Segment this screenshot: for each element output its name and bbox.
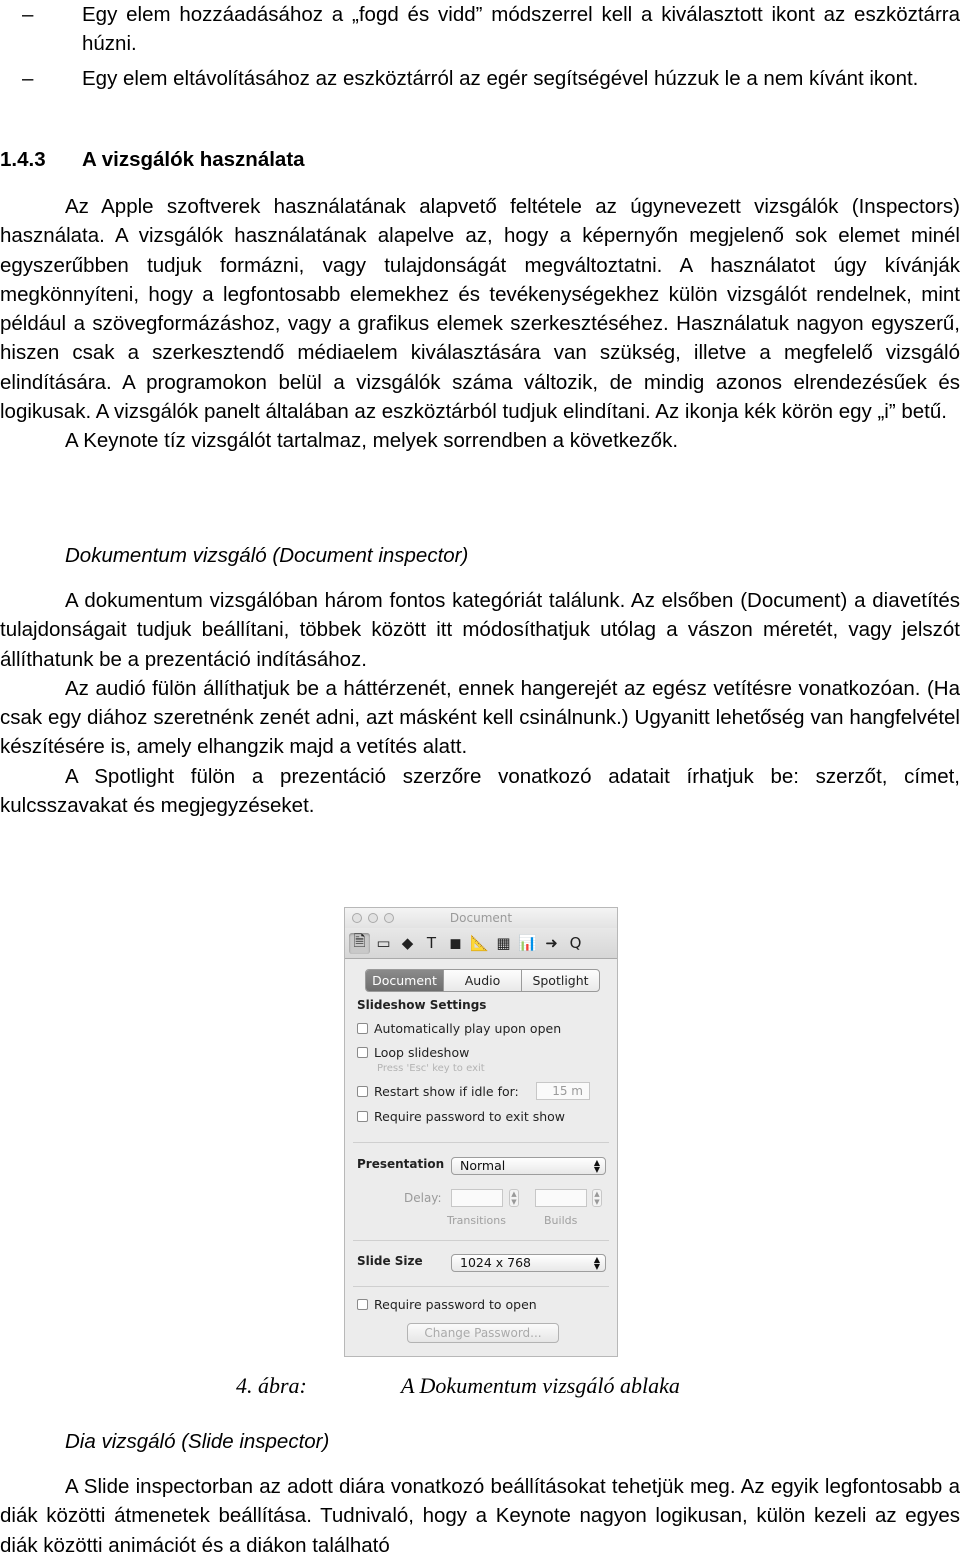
auto-play-option[interactable] — [357, 1021, 561, 1036]
text-inspector-icon[interactable]: T — [426, 934, 437, 952]
bullet-item — [0, 64, 960, 93]
presentation-value: Normal — [460, 1158, 506, 1173]
builds-delay-field[interactable] — [535, 1189, 587, 1207]
transitions-stepper[interactable]: ▲ ▼ — [509, 1189, 519, 1207]
title-bar — [345, 908, 617, 928]
intro-text — [0, 192, 960, 456]
builds-label: Builds — [544, 1214, 578, 1227]
separator — [353, 1142, 609, 1143]
doc-inspector-heading: Dokumentum vizsgáló (Document inspector) — [65, 544, 469, 567]
figure-caption: A Dokumentum vizsgáló ablaka — [401, 1373, 680, 1398]
bullet-text: Egy elem eltávolításához az eszköztárról az egér segítségével húzzuk le a nem kívánt ikont. — [82, 67, 919, 90]
bullet-dash: – — [22, 67, 34, 90]
presentation-popup[interactable] — [451, 1157, 606, 1175]
document-inspector-window — [344, 907, 618, 1357]
inspector-tabs — [365, 969, 600, 992]
updown-arrows-icon: ▲ ▼ — [593, 1255, 600, 1271]
transitions-delay-field[interactable] — [451, 1189, 503, 1207]
require-open-option[interactable] — [357, 1297, 537, 1312]
slide-size-value: 1024 x 768 — [460, 1255, 532, 1270]
loop-hint: Press 'Esc' key to exit — [377, 1063, 485, 1074]
section-title: A vizsgálók használata — [82, 148, 305, 171]
metrics-inspector-icon[interactable]: 📐 — [470, 934, 489, 952]
slideshow-settings-label: Slideshow Settings — [357, 998, 487, 1012]
slide-size-popup[interactable] — [451, 1254, 606, 1272]
presentation-label: Presentation — [357, 1157, 445, 1171]
graphic-inspector-icon[interactable]: ◼ — [449, 934, 462, 952]
quicktime-inspector-icon[interactable]: Q — [569, 934, 582, 952]
paragraph: A Spotlight fülön a prezentáció szerzőre vonatkozó adatait írhatjuk be: szerzőt, címet, kulcsszavakat és megjegyzéseket. — [0, 764, 960, 818]
auto-play-checkbox[interactable] — [357, 1023, 368, 1034]
slide-size-label: Slide Size — [357, 1254, 423, 1268]
build-inspector-icon[interactable]: ◆ — [401, 934, 414, 952]
require-open-label: Require password to open — [374, 1297, 537, 1312]
change-password-button[interactable]: Change Password... — [407, 1323, 559, 1343]
window-title: Document — [449, 911, 513, 925]
restart-checkbox[interactable] — [357, 1086, 368, 1097]
auto-play-label: Automatically play upon open — [374, 1021, 562, 1036]
inspector-toolbar — [345, 928, 617, 959]
tab-spotlight[interactable]: Spotlight — [521, 970, 599, 991]
document-inspector-icon[interactable]: 🗎 — [349, 933, 370, 954]
chart-inspector-icon[interactable]: 📊 — [518, 934, 537, 952]
slide-inspector-icon[interactable]: ▭ — [376, 934, 391, 952]
require-open-checkbox[interactable] — [357, 1299, 368, 1310]
section-number: 1.4.3 — [0, 148, 46, 171]
loop-option[interactable] — [357, 1045, 469, 1060]
require-exit-option[interactable] — [357, 1109, 565, 1124]
idle-minutes-field[interactable]: 15 m — [536, 1082, 590, 1100]
separator — [353, 1240, 609, 1241]
paragraph: Az Apple szoftverek használatának alapvető feltétele az úgynevezett vizsgálók (Inspectors) használata. A vizsgálók használatának alapelve az, hogy a képernyőn megjelenő sok elemet minél egyszerűbben tudjuk formázni, vagy tulajdonságát megváltoztatni. A használatot úgy kívánják megkönnyíteni, hogy a legfontosabb elemekhez és tevékenységekhez külön vizsgálót rendelnek, mint például a szövegformázáshoz, vagy a grafikus elemek szerkesztéséhez. Használatuk nagyon egyszerű, hiszen csak a szerkesztendő médiaelem kiválasztására van szükség, illetve a megfelelő vizsgáló elindítására. A programokon belül a vizsgálók száma változik, de mindig azonos elrendezésűek és logikusak. A vizsgálók panelt általában az eszköztárból tudjuk elindítani. Az ikonja kék körön egy „i” betű. — [0, 195, 960, 424]
section-heading — [0, 148, 305, 172]
transitions-label: Transitions — [447, 1214, 506, 1227]
hyperlink-inspector-icon[interactable]: ➜ — [545, 934, 558, 952]
require-exit-checkbox[interactable] — [357, 1111, 368, 1122]
paragraph: A Slide inspectorban az adott diára vonatkozó beállításokat tehetjük meg. Az egyik legfontosabb a diák közötti átmenetek beállítása. Tudnivaló, hogy a Keynote nagyon logikusan, külön kezeli az egyes diák közötti animációt és a diákon található — [0, 1475, 960, 1557]
table-inspector-icon[interactable]: ▦ — [496, 934, 511, 952]
paragraph: Az audió fülön állíthatjuk be a háttérzenét, ennek hangerejét az egész vetítésre vonatkozóan. (Ha csak egy diához szeretnénk zenét adni, azt másként kell csinálnunk.) Ugyanitt lehetőség van hangfelvétel készítésére is, amely elhangzik majd a vetítés alatt. — [0, 676, 960, 759]
bullet-item — [0, 0, 960, 58]
doc-text — [0, 586, 960, 820]
slide-inspector-heading: Dia vizsgáló (Slide inspector) — [65, 1430, 330, 1453]
paragraph: A Keynote tíz vizsgálót tartalmaz, melyek sorrendben a következők. — [65, 429, 679, 453]
loop-checkbox[interactable] — [357, 1047, 368, 1058]
delay-label: Delay: — [404, 1191, 442, 1205]
tab-audio[interactable]: Audio — [443, 970, 521, 991]
loop-label: Loop slideshow — [374, 1045, 470, 1060]
restart-label: Restart show if idle for: — [374, 1084, 519, 1099]
separator — [353, 1286, 609, 1287]
builds-stepper[interactable]: ▲ ▼ — [592, 1189, 602, 1207]
tab-document[interactable]: Document — [366, 970, 443, 991]
updown-arrows-icon: ▲ ▼ — [593, 1158, 600, 1174]
bullet-dash: – — [22, 3, 34, 26]
slide-text — [0, 1472, 960, 1560]
figure-number: 4. ábra: — [236, 1373, 307, 1398]
restart-option[interactable] — [357, 1084, 519, 1099]
paragraph: A dokumentum vizsgálóban három fontos kategóriát találunk. Az elsőben (Document) a diavetítés tulajdonságait tudjuk beállítani, többek között itt módosíthatjuk utólag a vászon méretét, vagy jelszót állíthatunk be a prezentáció indításához. — [0, 589, 960, 671]
bullet-text: Egy elem hozzáadásához a „fogd és vidd” módszerrel kell a kiválasztott ikont az eszköztárra húzni. — [82, 3, 960, 55]
require-exit-label: Require password to exit show — [374, 1109, 566, 1124]
